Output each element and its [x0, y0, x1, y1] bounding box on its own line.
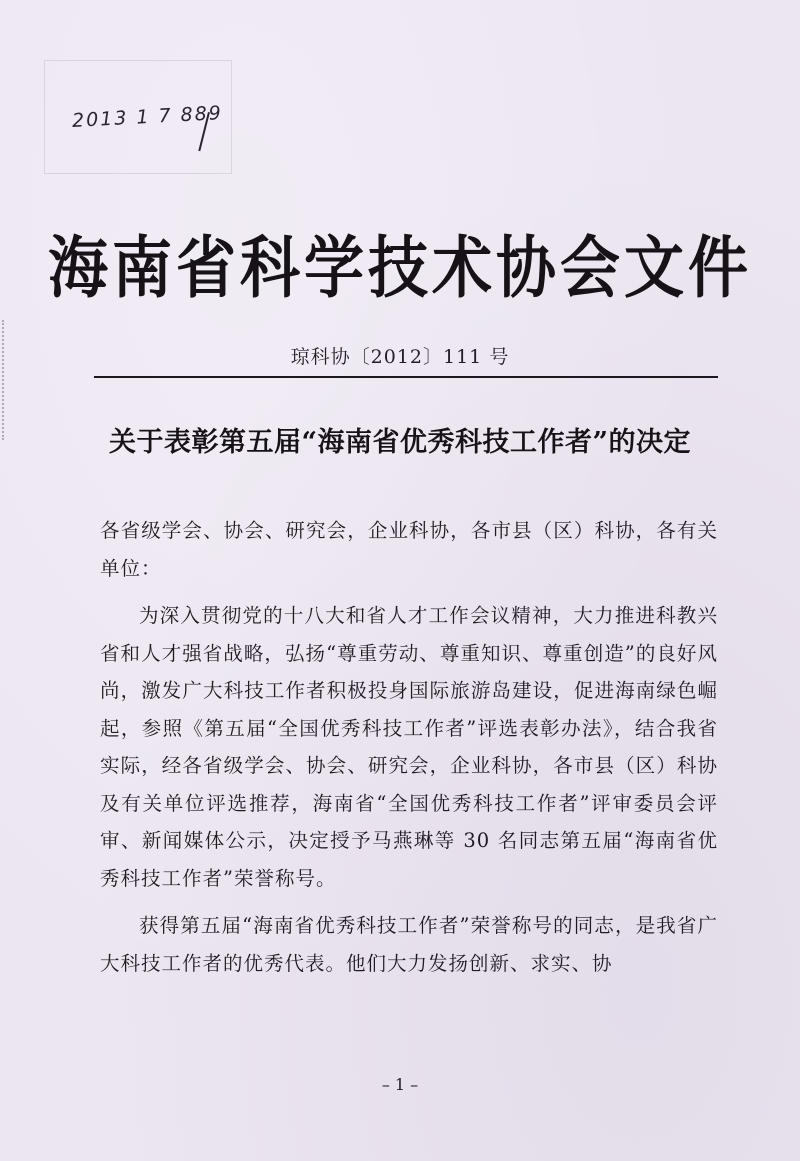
salutation: 各省级学会、协会、研究会，企业科协，各市县（区）科协，各有关单位：: [100, 519, 718, 580]
header-divider: [94, 376, 718, 378]
document-number: 琼科协〔2012〕111 号: [290, 346, 510, 368]
document-title: 关于表彰第五届“海南省优秀科技工作者”的决定: [108, 427, 692, 458]
body-paragraph-2: 获得第五届“海南省优秀科技工作者”荣誉称号的同志，是我省广大科技工作者的优秀代表。他们大力发扬创新、求实、协: [100, 914, 718, 975]
document-header: 海南省科学技术协会文件: [48, 229, 752, 308]
body-paragraph-1: 为深入贯彻党的十八大和省人才工作会议精神，大力推进科教兴省和人才强省战略，弘扬“尊重劳动、尊重知识、尊重创造”的良好风尚，激发广大科技工作者积极投身国际旅游岛建设，促进海南绿色崛起，参照《第五届“全国优秀科技工作者”评选表彰办法》，结合我省实际，经各省级学会、协会、研究会，企业科协，各市县（区）科协及有关单位评选推荐，海南省“全国优秀科技工作者”评审委员会评审、新闻媒体公示，决定授予马燕琳等 30 名同志第五届“海南省优秀科技工作者”荣誉称号。: [100, 604, 718, 890]
page-number: – 1 –: [381, 1075, 419, 1094]
handwritten-annotation: 2013 1 7 889: [71, 102, 224, 132]
document-body: [100, 512, 718, 982]
